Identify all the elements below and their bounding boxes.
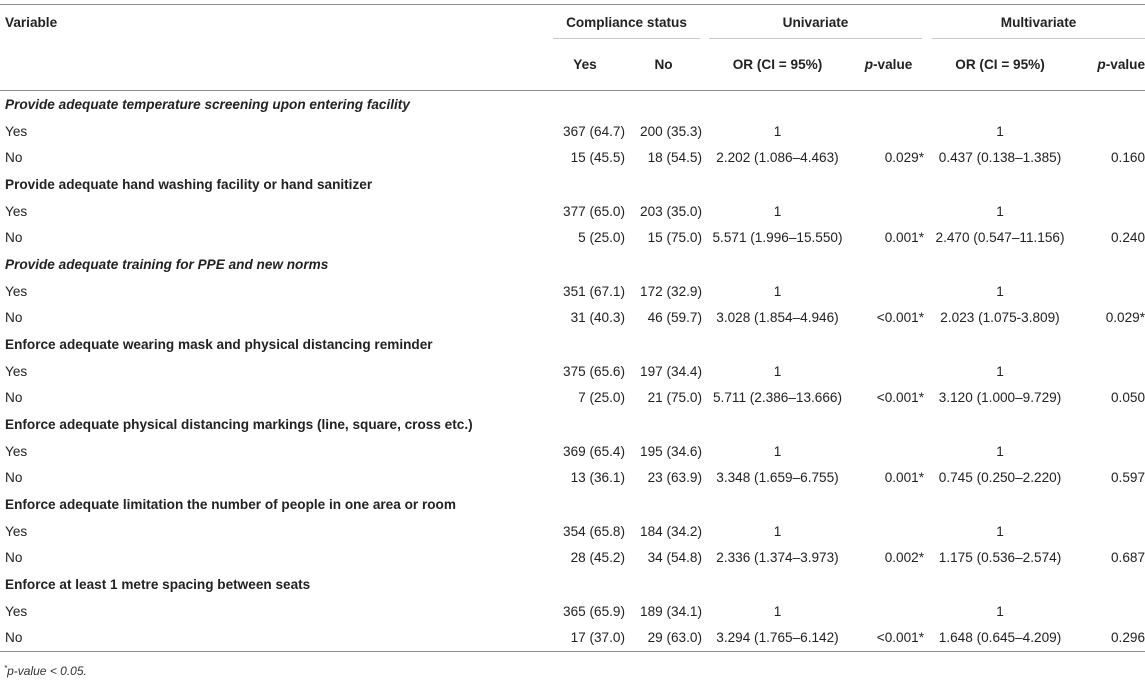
cell-uni-or: 5.711 (2.386–13.666) bbox=[713, 390, 842, 406]
cell-uni-p bbox=[853, 438, 924, 465]
table-body bbox=[0, 91, 1145, 652]
header-multi-p bbox=[1076, 39, 1145, 91]
header-multi-p-suffix: -value bbox=[1105, 57, 1145, 72]
cell-uni-or: 1 bbox=[773, 603, 782, 619]
cell-multi-p: 0.597 bbox=[1111, 470, 1145, 486]
cell-uni-p: <0.001* bbox=[853, 625, 924, 652]
cell-multi-p bbox=[1076, 518, 1145, 545]
cell-uni-or: 1 bbox=[773, 283, 782, 299]
cell-no: 29 (63.0) bbox=[625, 625, 702, 652]
cell-multi-or: 1 bbox=[996, 203, 1004, 219]
footnote-star: * bbox=[4, 664, 8, 673]
row-label: No bbox=[0, 625, 545, 652]
row-label: Yes bbox=[5, 283, 28, 299]
cell-yes: 17 (37.0) bbox=[545, 625, 625, 652]
cell-multi-or: 1 bbox=[996, 443, 1004, 459]
table-row bbox=[0, 598, 1145, 625]
cell-uni-or: 1 bbox=[773, 443, 782, 459]
table-row bbox=[0, 305, 1145, 332]
cell-uni-p bbox=[853, 118, 924, 145]
cell-uni-or: 3.348 (1.659–6.755) bbox=[716, 470, 839, 486]
cell-multi-or: 1.648 (0.645–4.209) bbox=[924, 625, 1076, 652]
table-row bbox=[0, 438, 1145, 465]
cell-multi-p: 0.240 bbox=[1111, 230, 1145, 246]
cell-uni-or: 3.028 (1.854–4.946) bbox=[716, 310, 839, 326]
cell-no: 203 (35.0) bbox=[640, 203, 702, 219]
header-yes: Yes bbox=[573, 57, 597, 72]
cell-multi-p bbox=[1076, 598, 1145, 625]
header-row-columns bbox=[0, 39, 1145, 91]
row-label: No bbox=[5, 150, 23, 166]
row-label: Yes bbox=[5, 443, 28, 459]
cell-multi-p: 0.050 bbox=[1111, 390, 1145, 406]
row-label: No bbox=[5, 550, 23, 566]
cell-multi-or: 2.470 (0.547–11.156) bbox=[935, 230, 1065, 246]
header-univariate-label: Univariate bbox=[709, 15, 922, 39]
cell-uni-p: 0.029* bbox=[884, 150, 925, 166]
cell-multi-or: 1 bbox=[996, 283, 1004, 299]
table-row bbox=[0, 118, 1145, 145]
cell-multi-or: 1 bbox=[996, 523, 1004, 539]
cell-multi-or: 2.023 (1.075-3.809) bbox=[940, 310, 1060, 326]
header-multi-p-italic: p bbox=[1097, 57, 1106, 72]
cell-multi-p bbox=[1076, 198, 1145, 225]
section-title: Enforce adequate wearing mask and physical distancing reminder bbox=[5, 337, 433, 352]
cell-no: 46 (59.7) bbox=[647, 310, 702, 326]
header-compliance-status-label: Compliance status bbox=[553, 15, 700, 39]
cell-yes: 367 (64.7) bbox=[563, 123, 625, 139]
cell-uni-p: <0.001* bbox=[876, 310, 925, 326]
section-row bbox=[0, 331, 1145, 358]
cell-yes: 365 (65.9) bbox=[563, 603, 625, 619]
cell-uni-p bbox=[853, 518, 924, 545]
cell-no: 18 (54.5) bbox=[647, 150, 702, 166]
table-row bbox=[0, 625, 1145, 652]
section-title: Provide adequate training for PPE and new norms bbox=[5, 257, 329, 272]
cell-multi-p: 0.160 bbox=[1111, 150, 1145, 166]
cell-no: 15 (75.0) bbox=[647, 230, 702, 246]
cell-uni-or: 1 bbox=[773, 203, 782, 219]
table-row bbox=[0, 545, 1145, 572]
header-no: No bbox=[654, 57, 673, 72]
cell-multi-p: 0.029* bbox=[1105, 310, 1145, 326]
cell-no: 184 (34.2) bbox=[640, 523, 702, 539]
cell-yes: 351 (67.1) bbox=[563, 283, 625, 299]
section-title: Provide adequate hand washing facility or hand sanitizer bbox=[5, 177, 373, 192]
row-label: No bbox=[5, 230, 23, 246]
section-row bbox=[0, 571, 1145, 598]
header-multivariate bbox=[924, 5, 1145, 40]
table-row bbox=[0, 385, 1145, 412]
cell-no: 189 (34.1) bbox=[640, 603, 702, 619]
row-label: Yes bbox=[5, 603, 28, 619]
cell-uni-or: 1 bbox=[773, 363, 782, 379]
cell-uni-p bbox=[853, 198, 924, 225]
row-label: No bbox=[5, 470, 23, 486]
section-title: Provide adequate temperature screening upon entering facility bbox=[5, 97, 410, 112]
row-label: Yes bbox=[5, 363, 28, 379]
cell-yes: 28 (45.2) bbox=[570, 550, 625, 566]
row-label: Yes bbox=[5, 523, 28, 539]
cell-multi-p: 0.687 bbox=[1111, 550, 1145, 566]
table-footnote bbox=[4, 664, 87, 678]
cell-uni-p bbox=[853, 598, 924, 625]
table-row bbox=[0, 145, 1145, 172]
table-row bbox=[0, 278, 1145, 305]
cell-uni-or: 3.294 (1.765–6.142) bbox=[702, 625, 853, 652]
header-compliance-status bbox=[545, 5, 702, 40]
cell-no: 197 (34.4) bbox=[640, 363, 702, 379]
header-univariate bbox=[702, 5, 924, 40]
header-blank bbox=[0, 39, 545, 91]
cell-uni-or: 2.336 (1.374–3.973) bbox=[716, 550, 839, 566]
cell-no: 34 (54.8) bbox=[647, 550, 702, 566]
section-title: Enforce adequate physical distancing markings (line, square, cross etc.) bbox=[5, 417, 473, 432]
cell-yes: 5 (25.0) bbox=[578, 230, 625, 246]
cell-uni-or: 2.202 (1.086–4.463) bbox=[716, 150, 839, 166]
cell-uni-or: 5.571 (1.996–15.550) bbox=[712, 230, 843, 246]
cell-uni-p bbox=[853, 278, 924, 305]
footnote-text: p-value < 0.05. bbox=[7, 664, 87, 678]
cell-multi-or: 1.175 (0.536–2.574) bbox=[938, 550, 1062, 566]
cell-multi-p bbox=[1076, 438, 1145, 465]
table-row bbox=[0, 518, 1145, 545]
cell-multi-or: 0.745 (0.250–2.220) bbox=[938, 470, 1062, 486]
table-row bbox=[0, 198, 1145, 225]
cell-yes: 7 (25.0) bbox=[578, 390, 625, 406]
row-label: No bbox=[5, 310, 23, 326]
cell-multi-p bbox=[1076, 358, 1145, 385]
cell-no: 21 (75.0) bbox=[647, 390, 702, 406]
section-title: Enforce adequate limitation the number of people in one area or room bbox=[5, 497, 456, 512]
cell-uni-or: 1 bbox=[773, 523, 782, 539]
section-title: Enforce at least 1 metre spacing between seats bbox=[5, 577, 311, 592]
header-uni-p-suffix: -value bbox=[873, 57, 913, 72]
table-row bbox=[0, 358, 1145, 385]
header-variable: Variable bbox=[0, 5, 545, 40]
cell-yes: 13 (36.1) bbox=[570, 470, 625, 486]
cell-yes: 354 (65.8) bbox=[563, 523, 625, 539]
cell-yes: 31 (40.3) bbox=[570, 310, 625, 326]
row-label: No bbox=[5, 390, 23, 406]
cell-no: 172 (32.9) bbox=[640, 283, 702, 299]
cell-multi-or: 0.437 (0.138–1.385) bbox=[938, 150, 1062, 166]
cell-no: 23 (63.9) bbox=[647, 470, 702, 486]
cell-uni-p: 0.001* bbox=[884, 230, 925, 246]
cell-uni-p: 0.001* bbox=[884, 470, 925, 486]
section-row bbox=[0, 491, 1145, 518]
cell-multi-p bbox=[1076, 278, 1145, 305]
header-row-groups bbox=[0, 5, 1145, 40]
cell-uni-p: <0.001* bbox=[876, 390, 925, 406]
table-row bbox=[0, 225, 1145, 252]
section-row bbox=[0, 411, 1145, 438]
cell-uni-p: 0.002* bbox=[884, 550, 925, 566]
cell-multi-p bbox=[1076, 118, 1145, 145]
cell-yes: 15 (45.5) bbox=[570, 150, 625, 166]
cell-multi-or: 1 bbox=[996, 363, 1004, 379]
header-multivariate-label: Multivariate bbox=[932, 15, 1145, 39]
cell-no: 195 (34.6) bbox=[640, 443, 702, 459]
cell-multi-or: 1 bbox=[996, 603, 1004, 619]
cell-uni-p bbox=[853, 358, 924, 385]
cell-yes: 375 (65.6) bbox=[563, 363, 625, 379]
header-uni-p-italic: p bbox=[864, 57, 874, 72]
section-row bbox=[0, 171, 1145, 198]
header-uni-p bbox=[853, 39, 924, 91]
row-label: Yes bbox=[5, 123, 28, 139]
compliance-table bbox=[0, 4, 1145, 652]
row-label: Yes bbox=[5, 203, 28, 219]
cell-multi-p: 0.296 bbox=[1076, 625, 1145, 652]
section-row bbox=[0, 91, 1145, 119]
header-multi-or: OR (CI = 95%) bbox=[955, 57, 1045, 72]
cell-yes: 377 (65.0) bbox=[563, 203, 625, 219]
cell-multi-or: 1 bbox=[996, 123, 1004, 139]
section-row bbox=[0, 251, 1145, 278]
cell-multi-or: 3.120 (1.000–9.729) bbox=[938, 390, 1062, 406]
cell-yes: 369 (65.4) bbox=[563, 443, 625, 459]
table-row bbox=[0, 465, 1145, 492]
cell-no: 200 (35.3) bbox=[640, 123, 702, 139]
cell-uni-or: 1 bbox=[773, 123, 782, 139]
header-uni-or: OR (CI = 95%) bbox=[732, 57, 823, 72]
